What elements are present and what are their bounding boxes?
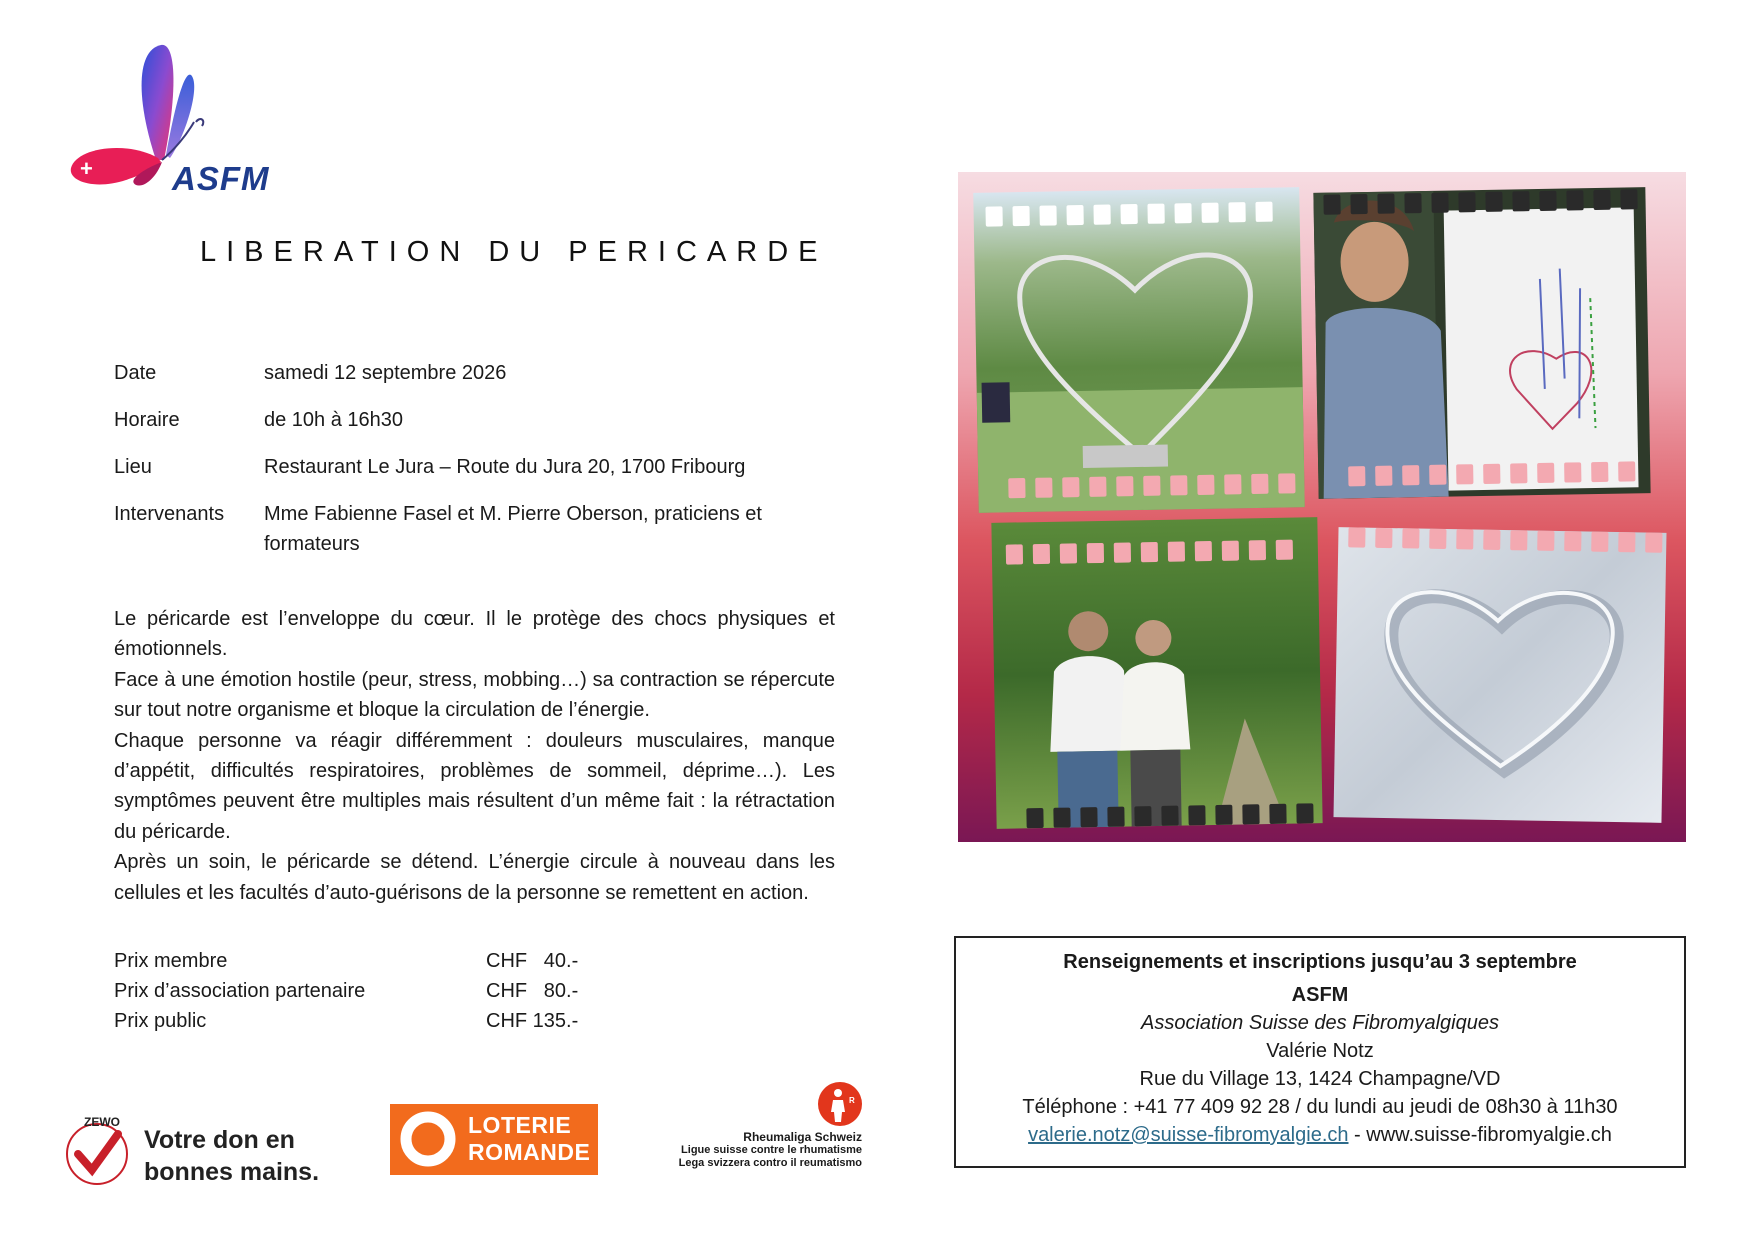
price-label: Prix public xyxy=(114,1010,207,1032)
contact-links xyxy=(956,1121,1684,1149)
zewo-slogan-line: bonnes mains. xyxy=(144,1158,320,1186)
loterie-romande-logo xyxy=(390,1104,598,1175)
loterie-line: LOTERIE xyxy=(468,1112,572,1138)
photo-collage xyxy=(958,172,1686,842)
contact-box xyxy=(954,936,1686,1168)
info-value: de 10h à 16h30 xyxy=(264,409,404,431)
price-value: CHF 40.- xyxy=(486,950,579,972)
link-separator: - xyxy=(1348,1124,1367,1146)
contact-address: Rue du Village 13, 1424 Champagne/VD xyxy=(1139,1068,1501,1090)
loterie-line: ROMANDE xyxy=(468,1139,591,1165)
description xyxy=(114,604,835,908)
info-label: Horaire xyxy=(114,409,180,431)
zewo-badge-text: ZEWO xyxy=(84,1115,120,1129)
heart-sculpture-image xyxy=(973,187,1305,513)
rheumaliga-person-icon xyxy=(818,1082,862,1126)
contact-heading: Renseignements et inscriptions jusqu’au 3 septembre xyxy=(1063,951,1577,973)
rheumaliga-subtitle: Lega svizzera contro il reumatismo xyxy=(678,1157,862,1169)
rheumaliga-logo xyxy=(648,1082,868,1182)
swiss-cross: + xyxy=(80,156,93,181)
photo-snow-heart xyxy=(1333,527,1666,823)
contact-phone: Téléphone : +41 77 409 92 28 / du lundi au jeudi de 08h30 à 11h30 xyxy=(1022,1096,1618,1118)
price-value: CHF 135.- xyxy=(486,1010,579,1032)
snow-heart-image xyxy=(1333,527,1666,823)
info-label: Lieu xyxy=(114,456,152,478)
description-paragraph: Le péricarde est l’enveloppe du cœur. Il le protège des chocs physiques et émotionnels. xyxy=(114,608,835,661)
page-title: LIBERATION DU PERICARDE xyxy=(200,236,828,268)
logo-text: ASFM xyxy=(172,160,270,197)
info-label: Intervenants xyxy=(114,503,225,525)
loterie-text xyxy=(468,1112,590,1166)
zewo-slogan-line: Votre don en xyxy=(144,1126,295,1154)
description-paragraph: Après un soin, le péricarde se détend. L’énergie circule à nouveau dans les cellules et les facultés d’auto-guérisons de la personne se remettent en action. xyxy=(114,851,835,904)
info-value: samedi 12 septembre 2026 xyxy=(264,362,507,384)
price-label: Prix membre xyxy=(114,950,228,972)
zewo-slogan xyxy=(144,1124,319,1188)
website-text: www.suisse-fibromyalgie.ch xyxy=(1366,1124,1612,1146)
info-value: Restaurant Le Jura – Route du Jura 20, 1700 Fribourg xyxy=(264,456,746,478)
contact-person: Valérie Notz xyxy=(1266,1040,1374,1062)
rheumaliga-mark: R xyxy=(849,1096,855,1105)
description-paragraph: Face à une émotion hostile (peur, stress, mobbing…) sa contraction se répercute sur tout notre organisme et bloque la circulation de l’énergie. xyxy=(114,668,835,722)
contact-org-full: Association Suisse des Fibromyalgiques xyxy=(1141,1012,1499,1034)
price-label: Prix d’association partenaire xyxy=(114,980,366,1002)
email-link[interactable]: valerie.notz@suisse-fibromyalgie.ch xyxy=(1028,1124,1349,1146)
photo-heart-sculpture xyxy=(973,187,1305,513)
info-label: Date xyxy=(114,362,157,384)
rheumaliga-name: Rheumaliga Schweiz xyxy=(743,1130,862,1144)
photo-couple xyxy=(991,517,1322,829)
film-perforation xyxy=(1026,803,1313,828)
description-paragraph: Chaque personne va réagir différemment : douleurs musculaires, manque d’appétit, difficultés respiratoires, problèmes de sommeil, déprime…). Les symptômes peuvent être multiples mais résultent d’un même fait : la rétractation du péricarde. xyxy=(114,729,835,843)
price-value: CHF 80.- xyxy=(486,980,579,1002)
contact-org: ASFM xyxy=(1291,984,1349,1006)
info-value: Mme Fabienne Fasel et M. Pierre Oberson, praticiens et formateurs xyxy=(264,503,762,555)
loterie-ring-icon xyxy=(394,1104,464,1175)
zewo-logo xyxy=(60,1114,134,1188)
rheumaliga-subtitle: Ligue suisse contre le rhumatisme xyxy=(681,1144,862,1156)
practitioner-drawing-image xyxy=(1313,187,1650,499)
photo-practitioner-drawing xyxy=(1313,187,1650,499)
